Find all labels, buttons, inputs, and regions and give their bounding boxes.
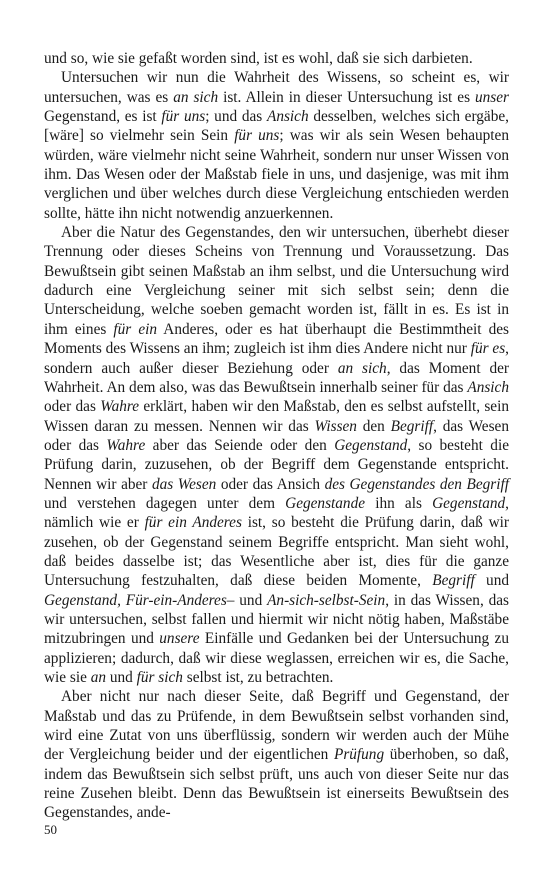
text-run: , in das Wissen, das wir untersuchen, selbst fallen und hiermit wir nicht nötig haben, Maßstäbe mitzubringen und (44, 591, 509, 648)
paragraph (44, 687, 509, 822)
text-run: selbst ist, zu betrachten. (182, 669, 334, 686)
italic-text: für ein (113, 320, 158, 338)
paragraph (44, 223, 509, 687)
text-run: , das Wesen oder das (44, 417, 509, 454)
text-run: Einfälle und Gedanken bei der Untersuchung zu applizieren; dadurch, daß wir diese weglassen, erreichen wir es, die Sache, wie sie (44, 630, 509, 686)
text-run: Anderes, oder es hat überhaupt die Bestimmtheit des Moments des Wissens an ihm; zugleich ist ihm dies Andere nicht nur (44, 320, 509, 358)
italic-text: Ansich (467, 378, 509, 396)
italic-text: Prüfung (333, 746, 385, 764)
italic-text: Wahre (106, 436, 146, 454)
text-run: Gegenstand, es ist (44, 108, 162, 126)
paragraph (44, 68, 509, 223)
italic-text: Begriff (432, 572, 475, 590)
text-run: Aber nicht nur nach dieser Seite, daß Begriff und Gegenstand, der Maßstab und das zu Prüfende, in dem Bewußtsein selbst vorhanden sind, wird eine Zutat von uns überflüssig, sondern wir werden auch der Mühe der Vergleichung beider und der eigentlichen (44, 688, 509, 764)
text-run: ; was wir als sein Wesen behaupten würden, wäre vielmehr nicht seine Wahrheit, sondern nur unser Wissen von ihm. Das Wesen oder der Maßstab fiele in uns, und dasjenige, was mit ihm verglichen und über welches durch diese Vergleichung entschieden werden sollte, hätte ihn nicht notwendig anzuerkennen. (44, 127, 509, 222)
italic-text: für sich (136, 669, 183, 686)
italic-text: Wahre (100, 398, 140, 416)
italic-text: Wissen (314, 417, 357, 435)
text-run: und verstehen dagegen unter dem (44, 494, 286, 512)
italic-text: Gegenstand, Für-ein-Anderes– (44, 591, 235, 609)
italic-text: Gegenstand (432, 494, 506, 512)
text-run: und so, wie sie gefaßt worden sind, ist es wohl, daß sie sich darbieten. (44, 50, 473, 67)
text-run: Untersuchen wir nun die Wahrheit des Wissens, so scheint es, wir untersuchen, was es (44, 69, 509, 106)
text-run: ist, so besteht die Prüfung darin, daß wir zusehen, ob der Gegenstand seinem Begriffe entspricht. Man sieht wohl, daß beides dasselbe ist; das Wesentliche aber ist, dies für die ganze Untersuchung festzuhalten, daß diese beiden Momente, (44, 514, 509, 590)
text-run: , nämlich wie er (44, 494, 509, 532)
text-run: oder das Ansich (216, 475, 325, 493)
italic-text: an sich (337, 359, 387, 377)
text-run: den (356, 417, 391, 435)
italic-text: an (90, 669, 107, 686)
italic-text: für uns (234, 127, 280, 145)
text-run: desselben, welches sich ergäbe, [wäre] so vielmehr sein Sein (44, 108, 509, 145)
text-run: , sondern auch außer dieser Beziehung oder (44, 340, 509, 377)
italic-text: Gegenstande (285, 494, 366, 512)
italic-text: An-sich-selbst-Sein (267, 591, 386, 609)
text-run: oder das (44, 398, 101, 416)
italic-text: des Gegenstandes den Begriff (324, 475, 509, 493)
text-run: ihn als (365, 494, 433, 512)
italic-text: für ein Anderes (144, 514, 242, 532)
text-run: erklärt, haben wir den Maßstab, den es selbst aufstellt, sein Wissen daran zu messen. Nennen wir das (44, 398, 509, 435)
italic-text: Gegenstand (334, 436, 408, 454)
italic-text: unser (475, 88, 509, 106)
text-run: , so besteht die Prüfung darin, zuzusehen, ob der Begriff dem Gegenstande entspricht. Nennen wir aber (44, 436, 509, 493)
italic-text: das Wesen (151, 475, 217, 493)
text-run: überhoben, so daß, indem das Bewußtsein sich selbst prüft, uns auch von dieser Seite nur das reine Zusehen bleibt. Denn das Bewußtsein ist einerseits Bewußtsein des Gegenstandes, ande- (44, 746, 509, 822)
italic-text: für uns (161, 108, 206, 126)
text-run: Aber die Natur des Gegenstandes, den wir untersuchen, überhebt dieser Trennung oder dieses Scheins von Trennung und Voraussetzung. Das Bewußtsein gibt seinen Maßstab an ihm selbst, und die Untersuchung wird dadurch eine Vergleichung seiner mit sich selbst sein; denn die Unterscheidung, welche soeben gemacht worden ist, fällt in es. Es ist in ihm eines (44, 224, 509, 338)
text-run: und (474, 572, 509, 590)
italic-text: Begriff (390, 417, 434, 435)
text-run: und (234, 591, 268, 609)
page-number: 50 (44, 822, 57, 837)
text-run: ; und das (205, 108, 267, 126)
italic-text: unsere (159, 630, 200, 648)
text-run: und (106, 669, 137, 686)
italic-text: Ansich (266, 108, 309, 126)
text-run: ist. Allein in dieser Untersuchung ist es (218, 88, 475, 106)
paragraph (44, 49, 509, 68)
body-text (44, 49, 509, 823)
text-run: , das Moment der Wahrheit. An dem also, was das Bewußtsein innerhalb seiner für das (44, 359, 510, 396)
text-run: aber das Seiende oder den (145, 436, 335, 454)
italic-text: für es (470, 340, 506, 358)
italic-text: an sich (173, 88, 219, 106)
